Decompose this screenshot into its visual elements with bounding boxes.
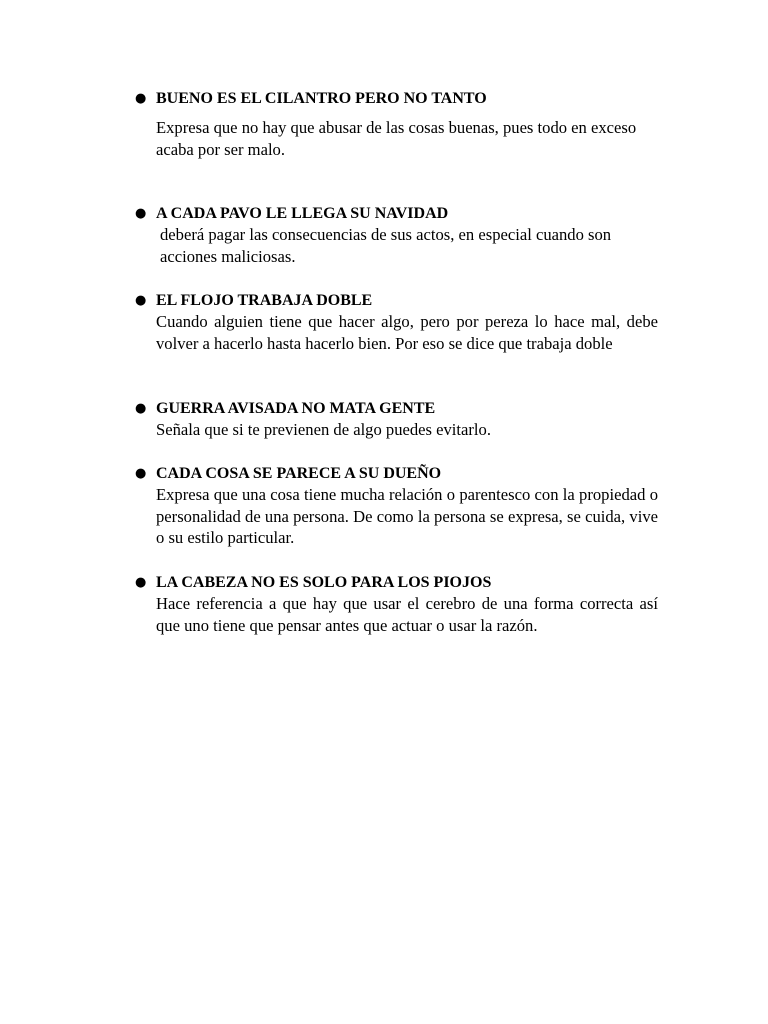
saying-description: Expresa que no hay que abusar de las cosas buenas, pues todo en exceso acaba por ser malo. — [156, 118, 637, 159]
bullet-icon: ● — [135, 466, 147, 481]
bullet-icon: ● — [135, 206, 147, 221]
saying-title: BUENO ES EL CILANTRO PERO NO TANTO — [156, 90, 487, 107]
bullet-icon: ● — [135, 401, 147, 416]
saying-title: CADA COSA SE PARECE A SU DUEÑO — [156, 465, 442, 482]
saying-description: Hace referencia a que hay que usar el cerebro de una forma correcta así que uno tiene que pensar antes que actuar o usar la razón. — [156, 594, 658, 635]
saying-title: LA CABEZA NO ES SOLO PARA LOS PIOJOS — [156, 574, 492, 591]
saying-title: EL FLOJO TRABAJA DOBLE — [156, 292, 373, 309]
saying-entry — [135, 290, 658, 354]
bullet-icon: ● — [135, 91, 147, 106]
saying-entry — [135, 88, 658, 160]
saying-title: GUERRA AVISADA NO MATA GENTE — [156, 400, 436, 417]
saying-entry — [135, 572, 658, 636]
saying-description: deberá pagar las consecuencias de sus actos, en especial cuando son acciones maliciosas. — [160, 225, 612, 266]
saying-entry — [135, 463, 658, 549]
bullet-icon: ● — [135, 575, 147, 590]
saying-entry — [135, 203, 658, 267]
saying-description: Expresa que una cosa tiene mucha relación o parentesco con la propiedad o personalidad de una persona. De como la persona se expresa, se cuida, vive o su estilo particular. — [156, 485, 658, 547]
saying-title: A CADA PAVO LE LLEGA SU NAVIDAD — [156, 205, 449, 222]
bullet-icon: ● — [135, 293, 147, 308]
saying-description: Cuando alguien tiene que hacer algo, pero por pereza lo hace mal, debe volver a hacerlo hasta hacerlo bien. Por eso se dice que trabaja doble — [156, 312, 658, 353]
saying-entry — [135, 398, 658, 441]
saying-description: Señala que si te previenen de algo puedes evitarlo. — [156, 420, 491, 439]
